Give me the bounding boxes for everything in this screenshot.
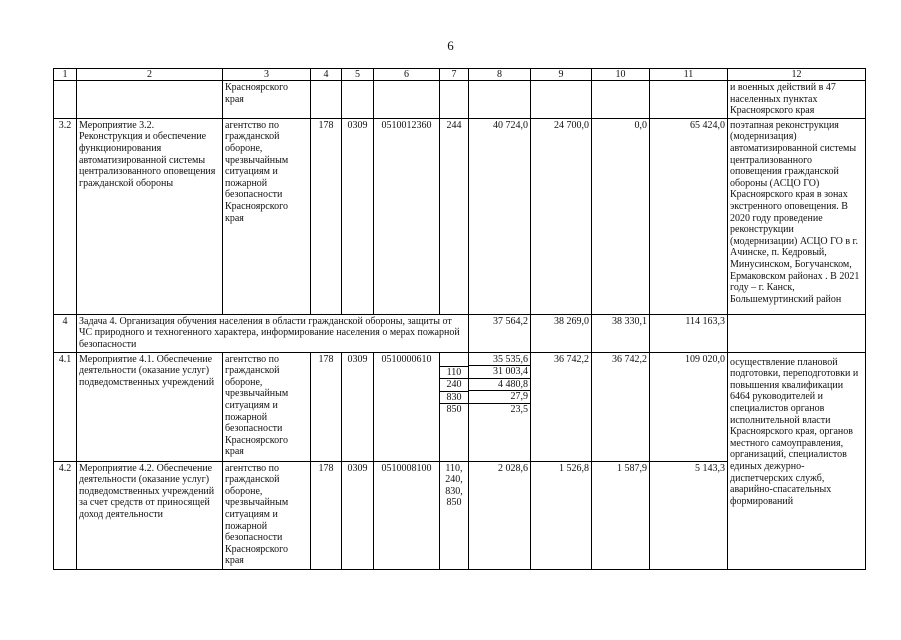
cell-rzpr: 0309	[342, 352, 374, 461]
cell-year-2: 1 526,8	[531, 461, 592, 569]
cell-name: Мероприятие 4.2. Обеспечение деятельности (оказание услуг) подведомственных учреждений за счет средств от приносящей доход деятельности	[77, 461, 223, 569]
header-cell: 3	[223, 69, 311, 81]
amount-total: 35 535,6	[469, 354, 530, 367]
amount-item: 4 480,8	[469, 379, 530, 392]
cell-grbs: 178	[311, 461, 342, 569]
cell-csr: 0510012360	[374, 118, 440, 314]
table-row-4-1	[54, 352, 866, 461]
cell-total: 109 020,0	[650, 352, 728, 461]
cell-agency: Красноярского края	[223, 81, 311, 119]
vr-item: 240,	[445, 474, 463, 486]
cell-vr-list	[440, 352, 469, 461]
cell-rzpr: 0309	[342, 461, 374, 569]
cell-agency: агентство по гражданской обороне, чрезвычайным ситуациям и пожарной безопасности Красноярского края	[223, 461, 311, 569]
cell-total: 114 163,3	[650, 314, 728, 352]
cell-grbs: 178	[311, 352, 342, 461]
cell-year-3: 38 330,1	[592, 314, 650, 352]
vr-item: 830,	[445, 485, 463, 497]
vr-item: 110	[440, 367, 468, 380]
vr-item: 850	[446, 497, 462, 509]
budget-table	[53, 68, 866, 570]
header-cell: 6	[374, 69, 440, 81]
cell-rzpr: 0309	[342, 118, 374, 314]
vr-item: 110,	[445, 462, 463, 474]
vr-item: 830	[440, 392, 468, 405]
cell-number: 3.2	[54, 118, 77, 314]
header-cell: 4	[311, 69, 342, 81]
cell-result: поэтапная реконструкция (модернизация) автоматизированной системы централизованного оповещения гражданской обороны (АСЦО ГО) Красноярского края в зонах экстренного оповещения. В 2020 году проведение реконструкции (модернизации) АСЦО ГО в г. Ачинске, п. Кедровый, Минусинском, Богучанском, Ермаковском районах . В 2021 году – г. Канск, Большемуртинский район	[728, 118, 866, 314]
cell-number: 4	[54, 314, 77, 352]
header-row	[54, 69, 866, 81]
cell-year-3: 1 587,9	[592, 461, 650, 569]
cell-year-2: 36 742,2	[531, 352, 592, 461]
header-cell: 12	[728, 69, 866, 81]
header-cell: 1	[54, 69, 77, 81]
cell-result: осуществление плановой подготовки, переподготовки и повышения квалификации 6464 руководителей и специалистов органов исполнительной власти Красноярского края, органов местного самоуправления, организаций, специалистов единых дежурно-диспетчерских служб, аварийно-спасательных формирований	[728, 352, 866, 569]
cell-year-1: 37 564,2	[469, 314, 531, 352]
header-cell: 11	[650, 69, 728, 81]
cell-name: Мероприятие 3.2. Реконструкция и обеспечение функционирования автоматизированной системы централизованного оповещения гражданской обороны	[77, 118, 223, 314]
cell-vr: 244	[440, 118, 469, 314]
header-cell: 10	[592, 69, 650, 81]
header-cell: 9	[531, 69, 592, 81]
cell-name: Мероприятие 4.1. Обеспечение деятельности (оказание услуг) подведомственных учреждений	[77, 352, 223, 461]
header-cell: 5	[342, 69, 374, 81]
cell-task: Задача 4. Организация обучения населения в области гражданской обороны, защиты от ЧС природного и техногенного характера, информирование населения о мерах пожарной безопасности	[77, 314, 469, 352]
table-row-4	[54, 314, 866, 352]
header-cell: 7	[440, 69, 469, 81]
cell-agency: агентство по гражданской обороне, чрезвычайным ситуациям и пожарной безопасности Красноярского края	[223, 352, 311, 461]
amount-item: 23,5	[510, 403, 528, 415]
vr-item: 850	[446, 404, 462, 416]
table-row-3-2	[54, 118, 866, 314]
cell-number: 4.2	[54, 461, 77, 569]
cell-agency: агентство по гражданской обороне, чрезвычайным ситуациям и пожарной безопасности Красноярского края	[223, 118, 311, 314]
cell-csr: 0510000610	[374, 352, 440, 461]
header-cell: 8	[469, 69, 531, 81]
cell-total: 5 143,3	[650, 461, 728, 569]
cell-result: и военных действий в 47 населенных пунктах Красноярского края	[728, 81, 866, 119]
cell-year-1-list	[469, 352, 531, 461]
header-cell: 2	[77, 69, 223, 81]
cell-csr: 0510008100	[374, 461, 440, 569]
cell-grbs: 178	[311, 118, 342, 314]
cell-number: 4.1	[54, 352, 77, 461]
cell-total: 65 424,0	[650, 118, 728, 314]
page-number: 6	[447, 38, 454, 53]
cell-year-3: 36 742,2	[592, 352, 650, 461]
table-row-continuation	[54, 81, 866, 119]
amount-item: 27,9	[469, 391, 530, 404]
cell-year-2: 24 700,0	[531, 118, 592, 314]
cell-vr-list	[440, 461, 469, 569]
cell-year-1: 40 724,0	[469, 118, 531, 314]
vr-item: 240	[440, 379, 468, 392]
amount-item: 31 003,4	[469, 366, 530, 379]
cell-year-2: 38 269,0	[531, 314, 592, 352]
cell-year-1: 2 028,6	[469, 461, 531, 569]
cell-year-3: 0,0	[592, 118, 650, 314]
